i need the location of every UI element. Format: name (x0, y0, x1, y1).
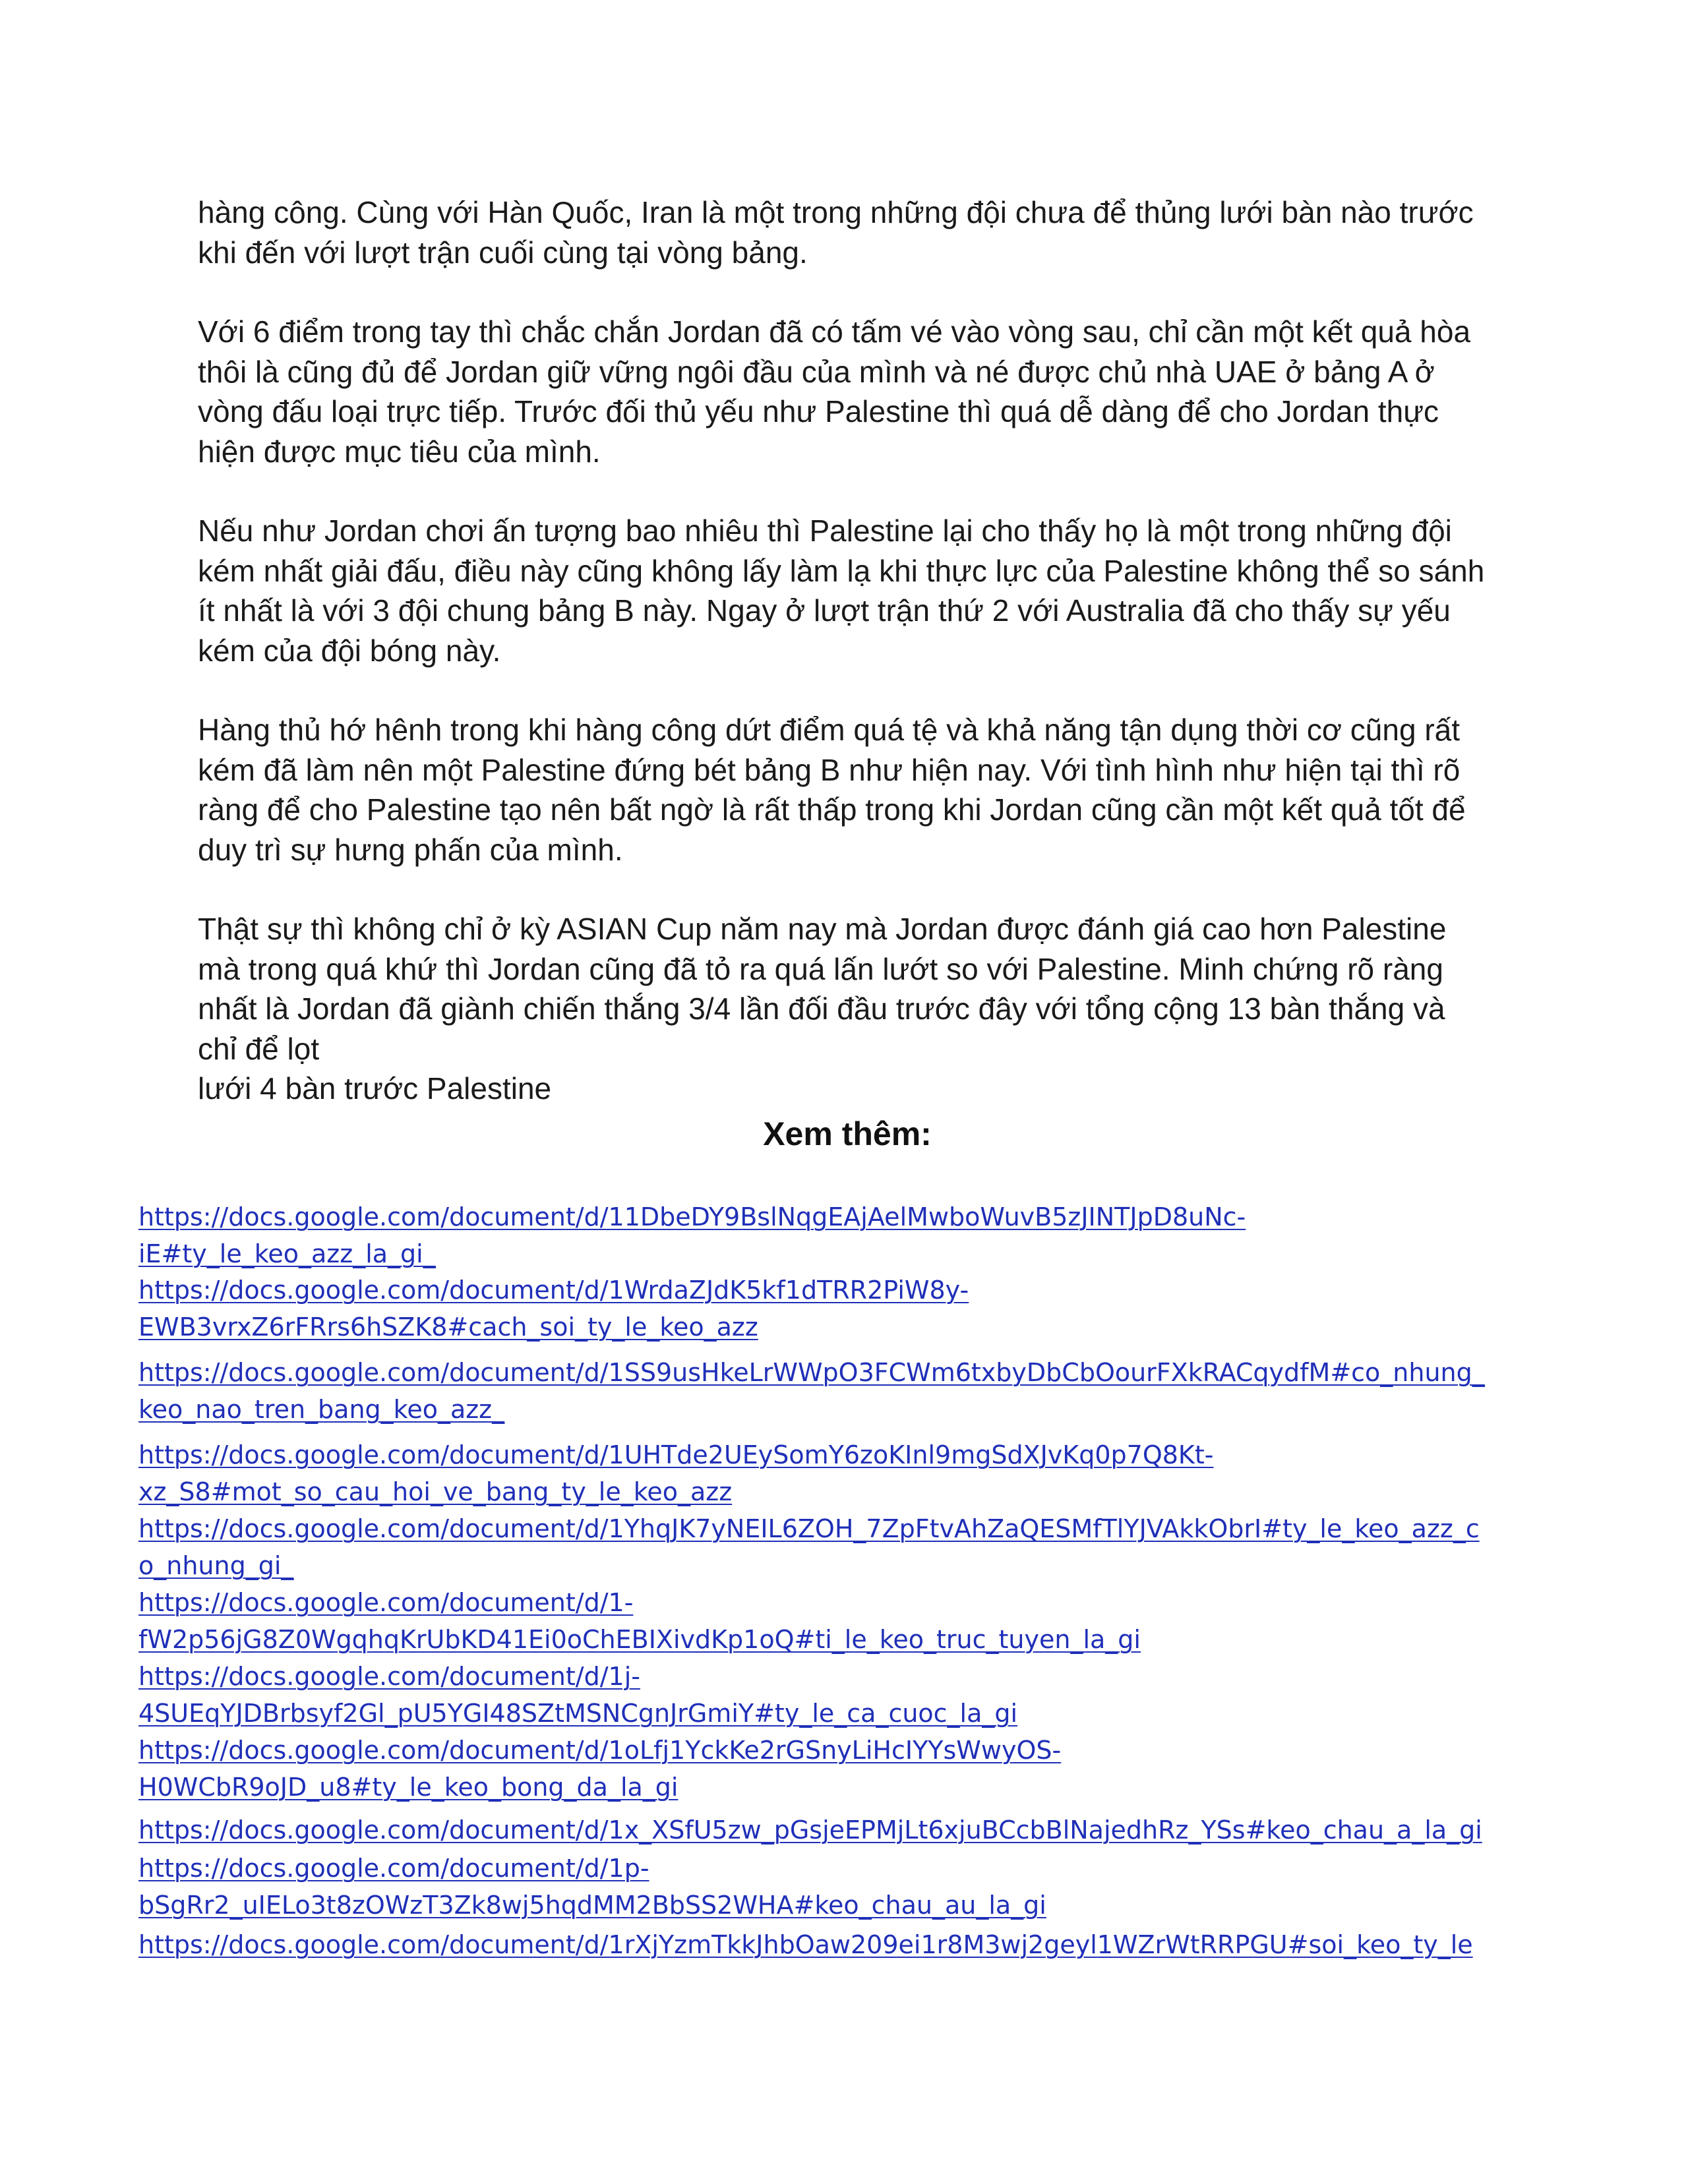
text-line: hiện được mục tiêu của mình. (198, 434, 601, 469)
doc-link[interactable]: EWB3vrxZ6rFRrs6hSZK8#cach_soi_ty_le_keo_azz (138, 1313, 758, 1342)
doc-link[interactable]: https://docs.google.com/document/d/11DbeDY9BslNqgEAjAelMwboWuvB5zJINTJpD8uNc- (138, 1202, 1246, 1231)
doc-link[interactable]: https://docs.google.com/document/d/1UHTde2UEySomY6zoKInl9mgSdXJvKq0p7Q8Kt- (138, 1440, 1214, 1469)
doc-link[interactable]: https://docs.google.com/document/d/1- (138, 1588, 634, 1617)
text-line: lưới 4 bàn trước Palestine (198, 1071, 552, 1106)
doc-link[interactable]: https://docs.google.com/document/d/1j- (138, 1662, 640, 1691)
doc-link[interactable]: https://docs.google.com/document/d/1rXjYzmTkkJhbOaw209ei1r8M3wj2geyl1WZrWtRRPGU#soi_keo_ty_le (138, 1930, 1473, 1959)
paragraph (198, 312, 1503, 471)
text-line: ít nhất là với 3 đội chung bảng B này. Ngay ở lượt trận thứ 2 với Australia đã cho thấy sự yếu (198, 593, 1451, 628)
doc-link[interactable]: o_nhung_gi_ (138, 1551, 294, 1580)
doc-link[interactable]: https://docs.google.com/document/d/1p- (138, 1854, 649, 1883)
paragraph (198, 511, 1503, 670)
text-line: kém đã làm nên một Palestine đứng bét bảng B như hiện nay. Với tình hình như hiện tại thì rõ (198, 752, 1461, 787)
text-line: chỉ để lọt (198, 1031, 320, 1066)
paragraph (198, 909, 1503, 1109)
doc-link[interactable]: 4SUEqYJDBrbsyf2Gl_pU5YGI48SZtMSNCgnJrGmiY#ty_le_ca_cuoc_la_gi (138, 1699, 1018, 1728)
paragraph (198, 710, 1503, 870)
text-line: hàng công. Cùng với Hàn Quốc, Iran là một trong những đội chưa để thủng lưới bàn nào trước (198, 195, 1474, 229)
doc-link[interactable]: H0WCbR9oJD_u8#ty_le_keo_bong_da_la_gi (138, 1773, 678, 1802)
paragraph (198, 192, 1503, 272)
doc-link[interactable]: keo_nao_tren_bang_keo_azz_ (138, 1395, 505, 1424)
doc-link[interactable]: iE#ty_le_keo_azz_la_gi_ (138, 1239, 436, 1268)
doc-link[interactable]: https://docs.google.com/document/d/1SS9usHkeLrWWpO3FCWm6txbyDbCbOourFXkRACqydfM#co_nhung_ (138, 1358, 1485, 1387)
doc-link[interactable]: fW2p56jG8Z0WgqhqKrUbKD41Ei0oChEBIXivdKp1oQ#ti_le_keo_truc_tuyen_la_gi (138, 1625, 1141, 1654)
see-more-heading: Xem thêm: (763, 1115, 932, 1152)
text-line: vòng đấu loại trực tiếp. Trước đối thủ yếu như Palestine thì quá dễ dàng để cho Jordan thực (198, 394, 1439, 428)
text-line: mà trong quá khứ thì Jordan cũng đã tỏ ra quá lấn lướt so với Palestine. Minh chứng rõ ràng (198, 951, 1443, 986)
doc-link[interactable]: https://docs.google.com/document/d/1x_XSfU5zw_pGsjeEPMjLt6xjuBCcbBlNajedhRz_YSs#keo_chau_a_la_gi (138, 1815, 1482, 1845)
doc-link[interactable]: xz_S8#mot_so_cau_hoi_ve_bang_ty_le_keo_azz (138, 1477, 733, 1506)
text-line: nhất là Jordan đã giành chiến thắng 3/4 lần đối đầu trước đây với tổng cộng 13 bàn thắng và (198, 991, 1445, 1026)
text-line: khi đến với lượt trận cuối cùng tại vòng bảng. (198, 235, 808, 270)
text-line: duy trì sự hưng phấn của mình. (198, 832, 623, 867)
text-line: kém của đội bóng này. (198, 633, 501, 668)
text-line: thôi là cũng đủ để Jordan giữ vững ngôi đầu của mình và né được chủ nhà UAE ở bảng A ở (198, 354, 1435, 389)
doc-link[interactable]: bSgRr2_uIELo3t8zOWzT3Zk8wj5hqdMM2BbSS2WHA#keo_chau_au_la_gi (138, 1891, 1046, 1920)
text-line: Nếu như Jordan chơi ấn tượng bao nhiêu thì Palestine lại cho thấy họ là một trong những đội (198, 514, 1452, 548)
text-line: ràng để cho Palestine tạo nên bất ngờ là rất thấp trong khi Jordan cũng cần một kết quả tốt để (198, 792, 1466, 827)
doc-link[interactable]: https://docs.google.com/document/d/1WrdaZJdK5kf1dTRR2PiW8y- (138, 1276, 969, 1305)
doc-link[interactable]: https://docs.google.com/document/d/1YhqJK7yNEIL6ZOH_7ZpFtvAhZaQESMfTlYJVAkkObrI#ty_le_keo_azz_c (138, 1514, 1480, 1543)
doc-link[interactable]: https://docs.google.com/document/d/1oLfj1YckKe2rGSnyLiHcIYYsWwyOS- (138, 1736, 1062, 1765)
text-line: Thật sự thì không chỉ ở kỳ ASIAN Cup năm nay mà Jordan được đánh giá cao hơn Palestine (198, 912, 1447, 946)
text-line: kém nhất giải đấu, điều này cũng không lấy làm lạ khi thực lực của Palestine không thể so sánh (198, 553, 1485, 588)
article-body (198, 192, 1503, 1148)
text-line: Với 6 điểm trong tay thì chắc chắn Jordan đã có tấm vé vào vòng sau, chỉ cần một kết quả hòa (198, 314, 1471, 349)
text-line: Hàng thủ hớ hênh trong khi hàng công dứt điểm quá tệ và khả năng tận dụng thời cơ cũng rất (198, 713, 1461, 747)
